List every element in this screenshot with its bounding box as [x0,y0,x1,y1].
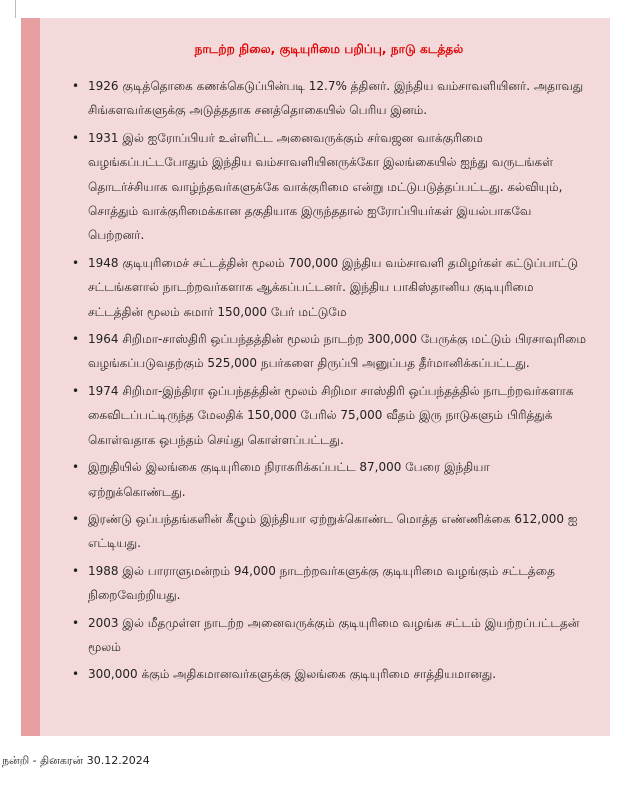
list-item: • 2003 இல் மீதமுள்ள நாடற்ற அனைவருக்கும் குடியுரிமை வழங்க சட்டம் இயற்றப்பட்டதன் மூலம் [72,611,586,660]
list-item: • 1974 சிறிமா-இந்திரா ஒப்பந்தத்தின் மூலம் சிறிமா சாஸ்திரி ஒப்பந்தத்தில் நாடற்றவர்களாக கைவிடப்பட்டிருந்த மேலதிக் 150,000 பேரில் 75,000 வீதம் இரு நாடுகளும் பிரித்துக் கொள்வதாக ஒபந்தம் செய்து கொள்ளப்பட்டது. [72,379,586,452]
list-item: • 1926 குடித்தொகை கணக்கெடுப்பின்படி 12.7% த்தினர். இந்திய வம்சாவளியினர். அதாவது சிங்களவர்களுக்கு அடுத்ததாக சனத்தொகையில் பெரிய இனம். [72,74,586,123]
source-credit: நன்றி - தினகரன் 30.12.2024 [2,754,150,767]
info-box-content [40,18,610,736]
list-item: • இறுதியில் இலங்கை குடியுரிமை நிராகரிக்கப்பட்ட 87,000 பேரை இந்தியா ஏற்றுக்கொண்டது. [72,455,586,504]
points-list [72,74,586,687]
info-box [21,18,610,736]
list-item: • 300,000 க்கும் அதிகமானவர்களுக்கு இலங்கை குடியுரிமை சாத்தியமானது. [72,662,586,686]
list-item: • 1931 இல் ஐரோப்பியர் உள்ளிட்ட அனைவருக்கும் சர்வஜன வாக்குரிமை வழங்கப்பட்டபோதும் இந்திய வம்சாவளியினருக்கோ இலங்கையில் ஐந்து வருடங்கள் தொடர்ச்சியாக வாழ்ந்தவர்களுக்கே வாக்குரிமை என்று மட்டுபடுத்தப்பட்டது. கல்வியும், சொத்தும் வாக்குரிமைக்கான தகுதியாக இருந்ததால் ஐரோப்பியர்கள் இயல்பாகவே பெற்றனர். [72,126,586,248]
accent-stripe [21,18,40,736]
list-item: • 1948 குடியுரிமைச் சட்டத்தின் மூலம் 700,000 இந்திய வம்சாவளி தமிழர்கள் கட்டுப்பாட்டு சட்டங்களால் நாடற்றவர்களாக ஆக்கப்பட்டனர். இந்திய பாகிஸ்தானிய குடியுரிமை சட்டத்தின் மூலம் சுமார் 150,000 பேர் மட்டுமே [72,251,586,324]
list-item: • 1988 இல் பாராளுமன்றம் 94,000 நாடற்றவர்களுக்கு குடியுரிமை வழங்கும் சட்டத்தை நிறைவேற்றியது. [72,559,586,608]
box-title: நாடற்ற நிலை, குடியுரிமை பறிப்பு, நாடு கடத்தல் [194,42,464,56]
top-divider-line [15,0,16,18]
list-item: • இரண்டு ஒப்பந்தங்களின் கீழும் இந்தியா ஏற்றுக்கொண்ட மொத்த எண்ணிக்கை 612,000 ஐ எட்டியது. [72,507,586,556]
list-item: • 1964 சிறிமா-சாஸ்திரி ஒப்பந்தத்தின் மூலம் நாடற்ற 300,000 பேருக்கு மட்டும் பிரசாவுரிமை வழங்கப்படுவதற்கும் 525,000 நபர்களை திருப்பி அனுப்பத தீர்மானிக்கப்பட்டது. [72,327,586,376]
